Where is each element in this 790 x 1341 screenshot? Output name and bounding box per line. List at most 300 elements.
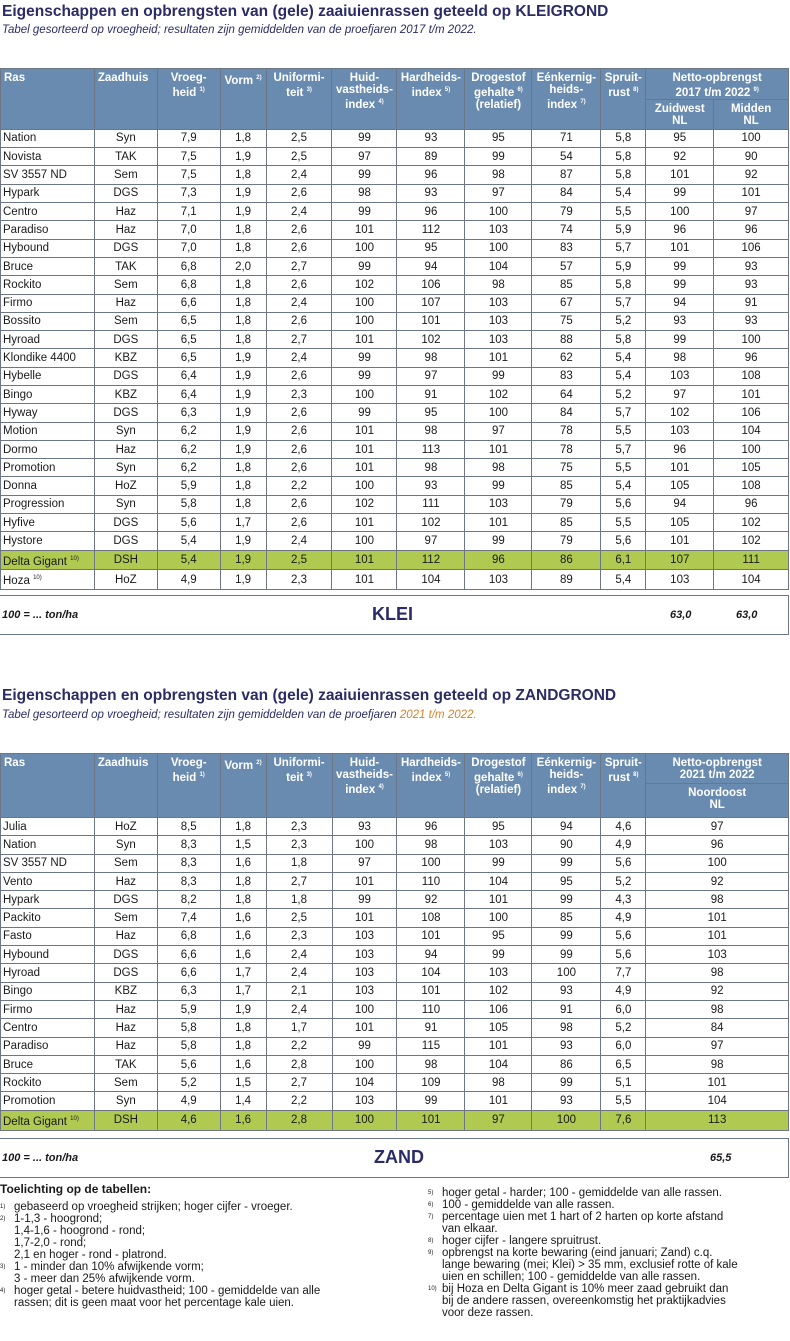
cell-sp: 4,6 xyxy=(601,818,646,836)
cell-zh: Haz xyxy=(94,1019,157,1037)
zand-footer-noordoost: 65,5 xyxy=(710,1152,732,1164)
cell-vr: 6,5 xyxy=(157,312,220,330)
cell-un: 2,3 xyxy=(266,836,332,854)
cell-ras: Promotion xyxy=(1,459,95,477)
cell-ee: 79 xyxy=(532,532,601,550)
cell-zh: DGS xyxy=(94,964,157,982)
cell-no: 97 xyxy=(646,1037,789,1055)
cell-dr: 101 xyxy=(465,1092,532,1110)
cell-vo: 1,8 xyxy=(220,294,266,312)
cell-dr: 95 xyxy=(465,927,532,945)
cell-sp: 7,7 xyxy=(601,964,646,982)
cell-zw: 105 xyxy=(646,514,714,532)
cell-ras: Hyroad xyxy=(1,331,95,349)
cell-ee: 54 xyxy=(532,148,601,166)
cell-ee: 74 xyxy=(532,221,601,239)
cell-vo: 1,9 xyxy=(220,1000,266,1018)
cell-vo: 1,7 xyxy=(220,964,266,982)
cell-zh: Sem xyxy=(94,166,157,184)
cell-no: 98 xyxy=(646,1055,789,1073)
col-huidvastheid: Huid- vastheids- index $^{4)}$ xyxy=(332,69,397,130)
cell-ras: Vento xyxy=(1,872,95,890)
cell-mi: 104 xyxy=(714,422,789,440)
cell-zw: 103 xyxy=(646,367,714,385)
cell-un: 2,7 xyxy=(266,331,332,349)
cell-vo: 1,9 xyxy=(220,422,266,440)
col-hardheid: Hardheids- index $^{5)}$ xyxy=(397,69,465,130)
cell-ras: Firmo xyxy=(1,1000,95,1018)
cell-ee: 71 xyxy=(532,129,601,147)
cell-ee: 93 xyxy=(532,1092,601,1110)
cell-ee: 88 xyxy=(532,331,601,349)
cell-ha: 102 xyxy=(397,331,465,349)
cell-zh: Haz xyxy=(94,1000,157,1018)
cell-vr: 7,1 xyxy=(157,203,220,221)
cell-un: 2,3 xyxy=(266,570,332,590)
cell-vo: 1,9 xyxy=(220,184,266,202)
cell-vo: 2,0 xyxy=(220,257,266,275)
cell-ha: 108 xyxy=(397,909,465,927)
cell-vr: 4,9 xyxy=(157,570,220,590)
cell-sp: 5,6 xyxy=(601,927,646,945)
cell-hu: 99 xyxy=(332,1037,397,1055)
cell-zh: Haz xyxy=(94,927,157,945)
zand-table xyxy=(0,753,789,1131)
cell-zh: TAK xyxy=(94,1055,157,1073)
cell-zw: 99 xyxy=(646,276,714,294)
table-row xyxy=(1,276,789,294)
cell-ee: 67 xyxy=(532,294,601,312)
cell-vo: 1,8 xyxy=(220,872,266,890)
table-row xyxy=(1,349,789,367)
cell-un: 2,4 xyxy=(266,349,332,367)
cell-hu: 101 xyxy=(332,422,397,440)
cell-hu: 100 xyxy=(332,836,397,854)
table-row xyxy=(1,1110,789,1130)
table-row xyxy=(1,836,789,854)
cell-dr: 99 xyxy=(465,148,532,166)
cell-mi: 105 xyxy=(714,459,789,477)
cell-dr: 99 xyxy=(465,477,532,495)
table-row xyxy=(1,404,789,422)
cell-un: 2,7 xyxy=(266,257,332,275)
cell-zh: DSH xyxy=(94,550,157,570)
cell-vr: 6,5 xyxy=(157,331,220,349)
cell-ras: Rockito xyxy=(1,276,95,294)
cell-dr: 96 xyxy=(465,550,532,570)
cell-dr: 103 xyxy=(465,570,532,590)
cell-sp: 5,9 xyxy=(601,257,646,275)
table-row xyxy=(1,440,789,458)
table-row xyxy=(1,129,789,147)
cell-un: 2,4 xyxy=(266,294,332,312)
cell-zw: 101 xyxy=(646,239,714,257)
cell-ha: 91 xyxy=(397,1019,465,1037)
cell-ras: Nation xyxy=(1,836,95,854)
cell-mi: 101 xyxy=(714,184,789,202)
cell-ras: Hyway xyxy=(1,404,95,422)
table-row xyxy=(1,1074,789,1092)
col-zuidwest: Zuidwest NL xyxy=(646,99,714,129)
cell-no: 101 xyxy=(646,927,789,945)
cell-hu: 100 xyxy=(332,294,397,312)
cell-ras: Packito xyxy=(1,909,95,927)
cell-ee: 83 xyxy=(532,239,601,257)
cell-zw: 103 xyxy=(646,570,714,590)
cell-sp: 5,8 xyxy=(601,331,646,349)
cell-mi: 104 xyxy=(714,570,789,590)
cell-zh: DGS xyxy=(94,404,157,422)
cell-zh: Sem xyxy=(94,312,157,330)
cell-ras: Paradiso xyxy=(1,1037,95,1055)
cell-mi: 106 xyxy=(714,404,789,422)
cell-ee: 99 xyxy=(532,1074,601,1092)
note-item: 4) hoger getal - betere huidvastheid; 100 - gemiddelde van alle rassen; dit is geen maat voor het percentage kale uien. xyxy=(0,1285,321,1309)
col-zaadhuis: Zaadhuis xyxy=(94,754,157,818)
cell-vr: 6,2 xyxy=(157,422,220,440)
cell-dr: 103 xyxy=(465,495,532,513)
cell-ha: 112 xyxy=(397,550,465,570)
cell-hu: 97 xyxy=(332,854,397,872)
cell-hu: 99 xyxy=(332,367,397,385)
cell-zh: DGS xyxy=(94,367,157,385)
cell-no: 98 xyxy=(646,1000,789,1018)
klei-title: Eigenschappen en opbrengsten van (gele) zaaiuienrassen geteeld op KLEIGROND xyxy=(2,3,609,20)
cell-zw: 99 xyxy=(646,184,714,202)
cell-ee: 85 xyxy=(532,514,601,532)
cell-vo: 1,9 xyxy=(220,404,266,422)
cell-vr: 5,9 xyxy=(157,477,220,495)
cell-zh: Sem xyxy=(94,276,157,294)
cell-ras: Bingo xyxy=(1,385,95,403)
cell-un: 2,6 xyxy=(266,440,332,458)
cell-un: 1,7 xyxy=(266,1019,332,1037)
cell-zh: Syn xyxy=(94,129,157,147)
cell-ha: 96 xyxy=(397,166,465,184)
cell-sp: 5,4 xyxy=(601,477,646,495)
cell-ras: Hypark xyxy=(1,891,95,909)
cell-un: 2,7 xyxy=(266,872,332,890)
table-row xyxy=(1,477,789,495)
cell-hu: 101 xyxy=(332,570,397,590)
cell-ee: 79 xyxy=(532,495,601,513)
cell-ha: 113 xyxy=(397,440,465,458)
cell-ha: 98 xyxy=(397,349,465,367)
cell-vr: 6,8 xyxy=(157,276,220,294)
cell-vo: 1,8 xyxy=(220,331,266,349)
cell-zh: HoZ xyxy=(94,570,157,590)
table-row xyxy=(1,312,789,330)
cell-ee: 86 xyxy=(532,550,601,570)
col-zaadhuis: Zaadhuis xyxy=(94,69,157,130)
col-noordoost: Noordoost NL xyxy=(646,784,789,818)
col-hardheid: Hardheids- index $^{5)}$ xyxy=(397,754,465,818)
cell-ee: 75 xyxy=(532,459,601,477)
table-row xyxy=(1,854,789,872)
cell-un: 2,6 xyxy=(266,404,332,422)
note-item: 1) gebaseerd op vroegheid strijken; hoger cijfer - vroeger. xyxy=(0,1201,293,1213)
cell-hu: 103 xyxy=(332,964,397,982)
cell-ee: 93 xyxy=(532,1037,601,1055)
cell-vo: 1,8 xyxy=(220,1019,266,1037)
cell-ha: 93 xyxy=(397,129,465,147)
cell-vr: 6,8 xyxy=(157,927,220,945)
cell-zh: Syn xyxy=(94,459,157,477)
cell-ras: Bruce xyxy=(1,1055,95,1073)
cell-ee: 100 xyxy=(532,1110,601,1130)
cell-un: 2,4 xyxy=(266,203,332,221)
col-vorm: Vorm $^{2)}$ xyxy=(220,69,266,130)
cell-hu: 100 xyxy=(332,477,397,495)
cell-hu: 99 xyxy=(332,891,397,909)
cell-sp: 5,7 xyxy=(601,404,646,422)
cell-zh: DGS xyxy=(94,891,157,909)
cell-ha: 100 xyxy=(397,854,465,872)
cell-ha: 97 xyxy=(397,532,465,550)
cell-no: 98 xyxy=(646,964,789,982)
cell-un: 2,2 xyxy=(266,1092,332,1110)
cell-ras: Hybound xyxy=(1,239,95,257)
cell-ha: 98 xyxy=(397,836,465,854)
cell-sp: 5,5 xyxy=(601,1092,646,1110)
cell-ras: Hybelle xyxy=(1,367,95,385)
cell-ha: 110 xyxy=(397,872,465,890)
cell-vo: 1,8 xyxy=(220,239,266,257)
cell-mi: 90 xyxy=(714,148,789,166)
cell-dr: 99 xyxy=(465,367,532,385)
cell-ee: 98 xyxy=(532,1019,601,1037)
note-item: 8) hoger cijfer - langere spruitrust. xyxy=(428,1235,602,1247)
cell-ras: Paradiso xyxy=(1,221,95,239)
cell-zh: DGS xyxy=(94,184,157,202)
cell-dr: 103 xyxy=(465,294,532,312)
cell-hu: 101 xyxy=(332,1019,397,1037)
table-row xyxy=(1,570,789,590)
cell-mi: 108 xyxy=(714,477,789,495)
cell-sp: 5,7 xyxy=(601,440,646,458)
cell-dr: 101 xyxy=(465,440,532,458)
cell-vr: 8,3 xyxy=(157,854,220,872)
table-row xyxy=(1,1019,789,1037)
cell-ras: Julia xyxy=(1,818,95,836)
cell-sp: 5,1 xyxy=(601,1074,646,1092)
cell-ras: Firmo xyxy=(1,294,95,312)
col-midden: Midden NL xyxy=(714,99,789,129)
cell-ee: 84 xyxy=(532,184,601,202)
cell-sp: 6,0 xyxy=(601,1037,646,1055)
cell-mi: 97 xyxy=(714,203,789,221)
cell-ee: 90 xyxy=(532,836,601,854)
cell-un: 2,2 xyxy=(266,1037,332,1055)
cell-ha: 106 xyxy=(397,276,465,294)
cell-hu: 99 xyxy=(332,203,397,221)
cell-zh: TAK xyxy=(94,257,157,275)
cell-vo: 1,6 xyxy=(220,946,266,964)
cell-mi: 111 xyxy=(714,550,789,570)
cell-sp: 5,4 xyxy=(601,349,646,367)
cell-zw: 103 xyxy=(646,422,714,440)
cell-vo: 1,8 xyxy=(220,459,266,477)
cell-hu: 99 xyxy=(332,404,397,422)
cell-no: 101 xyxy=(646,909,789,927)
cell-no: 103 xyxy=(646,946,789,964)
cell-ee: 64 xyxy=(532,385,601,403)
cell-hu: 100 xyxy=(332,1055,397,1073)
cell-ras: Centro xyxy=(1,1019,95,1037)
table-row xyxy=(1,964,789,982)
cell-ha: 95 xyxy=(397,404,465,422)
table-row xyxy=(1,422,789,440)
cell-ee: 85 xyxy=(532,276,601,294)
cell-vo: 1,6 xyxy=(220,854,266,872)
cell-ras: Bruce xyxy=(1,257,95,275)
cell-un: 2,6 xyxy=(266,495,332,513)
cell-sp: 6,0 xyxy=(601,1000,646,1018)
cell-vo: 1,9 xyxy=(220,367,266,385)
cell-vr: 8,3 xyxy=(157,872,220,890)
cell-zw: 99 xyxy=(646,257,714,275)
cell-vr: 6,2 xyxy=(157,440,220,458)
cell-mi: 93 xyxy=(714,257,789,275)
table-row xyxy=(1,532,789,550)
cell-mi: 108 xyxy=(714,367,789,385)
zand-footer xyxy=(0,1138,789,1178)
cell-dr: 99 xyxy=(465,946,532,964)
cell-mi: 102 xyxy=(714,514,789,532)
cell-ha: 95 xyxy=(397,239,465,257)
cell-ee: 99 xyxy=(532,927,601,945)
table-row xyxy=(1,550,789,570)
cell-un: 2,8 xyxy=(266,1110,332,1130)
cell-zh: DGS xyxy=(94,331,157,349)
cell-ee: 79 xyxy=(532,203,601,221)
cell-ras: Motion xyxy=(1,422,95,440)
cell-zh: Haz xyxy=(94,872,157,890)
cell-sp: 5,4 xyxy=(601,570,646,590)
table-row xyxy=(1,294,789,312)
cell-ha: 110 xyxy=(397,1000,465,1018)
cell-ras: Delta Gigant $^{10)}$ xyxy=(1,1110,95,1130)
table-row xyxy=(1,818,789,836)
cell-vr: 7,3 xyxy=(157,184,220,202)
cell-mi: 96 xyxy=(714,349,789,367)
cell-hu: 99 xyxy=(332,166,397,184)
table-row xyxy=(1,1000,789,1018)
note-item: 9) opbrengst na korte bewaring (eind januari; Zand) c.q. lange bewaring (mei; Klei) > 35 mm, exclusief rotte of kale uien en schillen; 100 - gemiddelde van alle rassen. xyxy=(428,1247,738,1283)
cell-ras: Delta Gigant $^{10)}$ xyxy=(1,550,95,570)
cell-hu: 101 xyxy=(332,459,397,477)
cell-hu: 104 xyxy=(332,1074,397,1092)
cell-sp: 6,1 xyxy=(601,550,646,570)
cell-dr: 104 xyxy=(465,257,532,275)
cell-un: 2,4 xyxy=(266,1000,332,1018)
cell-zh: Syn xyxy=(94,836,157,854)
cell-hu: 98 xyxy=(332,184,397,202)
zand-footer-label: 100 = ... ton/ha xyxy=(2,1152,79,1164)
cell-no: 98 xyxy=(646,891,789,909)
cell-vr: 5,8 xyxy=(157,1019,220,1037)
cell-un: 2,4 xyxy=(266,166,332,184)
cell-vr: 6,4 xyxy=(157,367,220,385)
cell-ha: 107 xyxy=(397,294,465,312)
table-row xyxy=(1,891,789,909)
cell-ha: 92 xyxy=(397,891,465,909)
cell-mi: 96 xyxy=(714,221,789,239)
cell-hu: 101 xyxy=(332,514,397,532)
cell-zw: 95 xyxy=(646,129,714,147)
cell-zw: 98 xyxy=(646,349,714,367)
cell-un: 2,1 xyxy=(266,982,332,1000)
cell-ha: 101 xyxy=(397,1110,465,1130)
cell-vo: 1,8 xyxy=(220,129,266,147)
cell-sp: 5,2 xyxy=(601,872,646,890)
cell-un: 2,6 xyxy=(266,367,332,385)
cell-hu: 103 xyxy=(332,927,397,945)
cell-ha: 111 xyxy=(397,495,465,513)
cell-no: 101 xyxy=(646,1074,789,1092)
cell-dr: 99 xyxy=(465,854,532,872)
cell-hu: 99 xyxy=(332,257,397,275)
cell-ha: 93 xyxy=(397,184,465,202)
klei-footer-soil: KLEI xyxy=(372,604,414,624)
cell-ha: 98 xyxy=(397,422,465,440)
cell-ras: Donna xyxy=(1,477,95,495)
cell-vo: 1,8 xyxy=(220,1037,266,1055)
klei-footer-midden: 63,0 xyxy=(736,609,758,621)
cell-vr: 6,2 xyxy=(157,459,220,477)
cell-ha: 96 xyxy=(397,203,465,221)
col-spruitrust: Spruit- rust $^{8)}$ xyxy=(601,69,646,130)
cell-vo: 1,6 xyxy=(220,909,266,927)
cell-mi: 96 xyxy=(714,495,789,513)
cell-mi: 100 xyxy=(714,129,789,147)
cell-hu: 101 xyxy=(332,550,397,570)
cell-zw: 94 xyxy=(646,495,714,513)
klei-subtitle: Tabel gesorteerd op vroegheid; resultaten zijn gemiddelden van de proefjaren 2017 t/m 2022. xyxy=(2,24,477,36)
cell-vo: 1,8 xyxy=(220,818,266,836)
cell-vo: 1,8 xyxy=(220,221,266,239)
cell-vr: 4,6 xyxy=(157,1110,220,1130)
cell-un: 2,4 xyxy=(266,532,332,550)
cell-hu: 100 xyxy=(332,1000,397,1018)
cell-ee: 85 xyxy=(532,909,601,927)
cell-ee: 78 xyxy=(532,422,601,440)
table-row xyxy=(1,514,789,532)
cell-un: 2,5 xyxy=(266,129,332,147)
cell-ras: Hybound xyxy=(1,946,95,964)
cell-zh: HoZ xyxy=(94,818,157,836)
cell-vr: 6,8 xyxy=(157,257,220,275)
cell-ha: 98 xyxy=(397,459,465,477)
cell-dr: 103 xyxy=(465,331,532,349)
col-netto-opbrengst: Netto-opbrengst 2021 t/m 2022 xyxy=(646,754,789,784)
cell-dr: 103 xyxy=(465,964,532,982)
cell-zh: Haz xyxy=(94,1037,157,1055)
cell-zw: 93 xyxy=(646,312,714,330)
cell-ha: 99 xyxy=(397,1092,465,1110)
cell-sp: 5,6 xyxy=(601,946,646,964)
cell-sp: 5,6 xyxy=(601,854,646,872)
cell-mi: 102 xyxy=(714,532,789,550)
cell-sp: 5,5 xyxy=(601,203,646,221)
cell-no: 92 xyxy=(646,872,789,890)
cell-un: 2,6 xyxy=(266,422,332,440)
col-vroegheid: Vroeg- heid $^{1)}$ xyxy=(157,69,220,130)
cell-hu: 100 xyxy=(332,532,397,550)
cell-un: 2,6 xyxy=(266,221,332,239)
cell-dr: 100 xyxy=(465,404,532,422)
cell-hu: 103 xyxy=(332,1092,397,1110)
